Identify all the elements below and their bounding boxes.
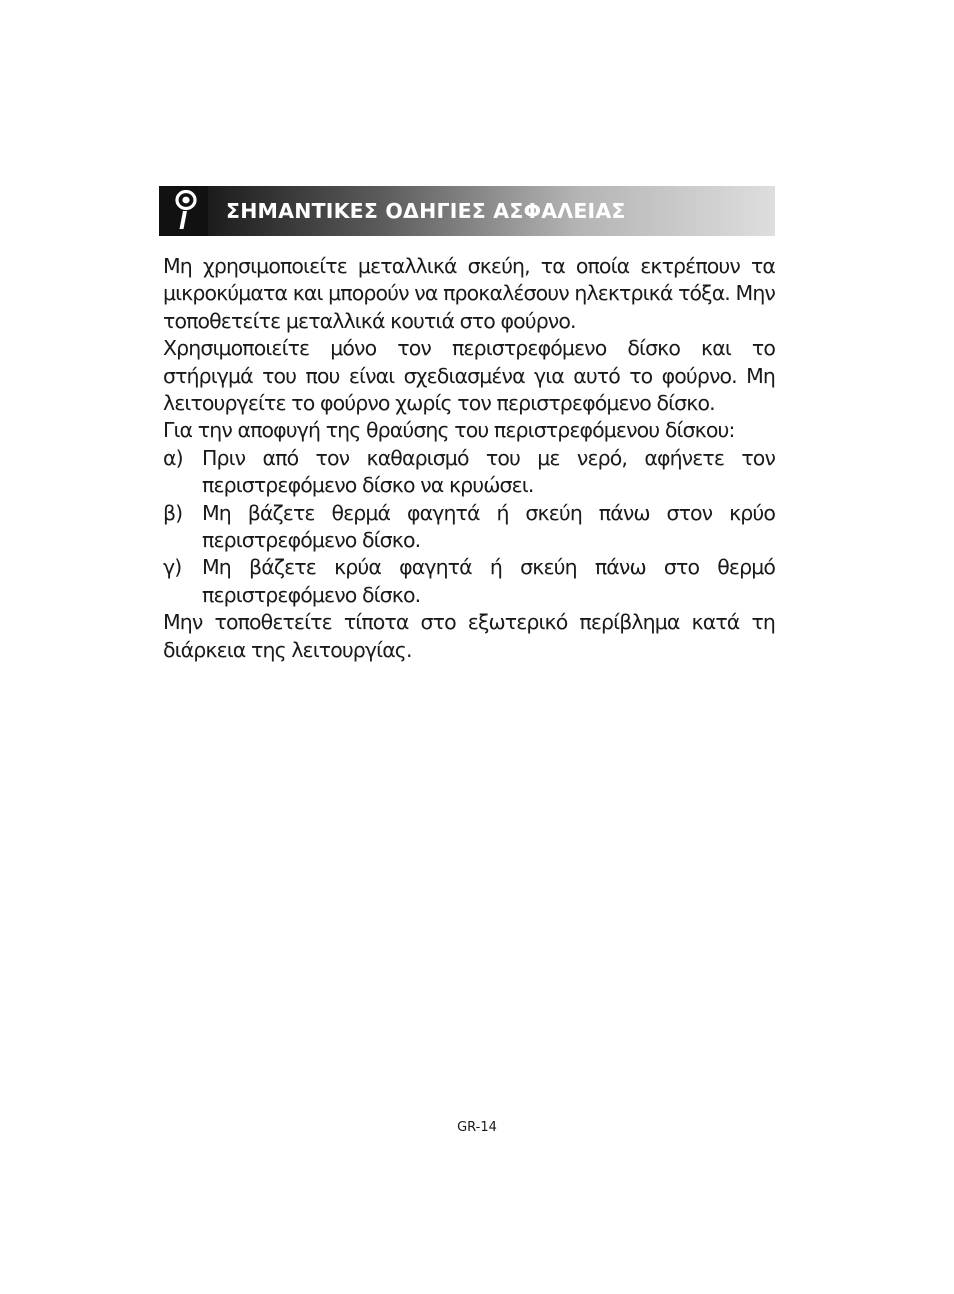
list-item-text: Πριν από τον καθαρισμό του με νερό, αφήνετε τον περιστρεφόμενο δίσκο να κρυώσει. [202, 445, 775, 498]
paragraph-breakage-intro: Για την αποφυγή της θραύσης του περιστρεφόμενου δίσκου: [163, 418, 735, 443]
paragraph-metal-utensils: Μη χρησιμοποιείτε μεταλλικά σκεύη, τα οποία εκτρέπουν τα μικροκύματα και μπορούν να προκαλέσουν ηλεκτρικά τόξα. Μην τοποθετείτε μεταλλικά κουτιά στο φούρνο. [163, 254, 775, 333]
list-item-text: Μη βάζετε θερμά φαγητά ή σκεύη πάνω στον κρύο περιστρεφόμενο δίσκο. [202, 500, 775, 553]
safety-instructions [163, 253, 775, 664]
list-item [163, 445, 775, 500]
section-header [159, 186, 775, 236]
list-marker: γ) [163, 555, 182, 580]
paragraph-exterior: Μην τοποθετείτε τίποτα στο εξωτερικό περίβλημα κατά τη διάρκεια της λειτουργίας. [163, 610, 775, 662]
list-item-text: Μη βάζετε κρύα φαγητά ή σκεύη πάνω στο θερμό περιστρεφόμενο δίσκο. [202, 555, 775, 607]
paragraph-turntable: Χρησιμοποιείτε μόνο τον περιστρεφόμενο δίσκο και το στήριγμά του που είναι σχεδιασμένα για αυτό το φούρνο. Μη λειτουργείτε το φούρνο χωρίς τον περιστρεφόμενο δίσκο. [163, 336, 775, 416]
section-title: ΣΗΜΑΝΤΙΚΕΣ ΟΔΗΓΙΕΣ ΑΣΦΑΛΕΙΑΣ [226, 199, 626, 223]
title-band [208, 186, 775, 236]
list-marker: β) [163, 500, 183, 525]
icon-box [159, 186, 208, 236]
page-number: GR-14 [457, 1120, 497, 1135]
info-icon [171, 190, 197, 232]
list-marker: α) [163, 445, 183, 470]
list-item [163, 554, 775, 609]
list-item [163, 500, 775, 555]
